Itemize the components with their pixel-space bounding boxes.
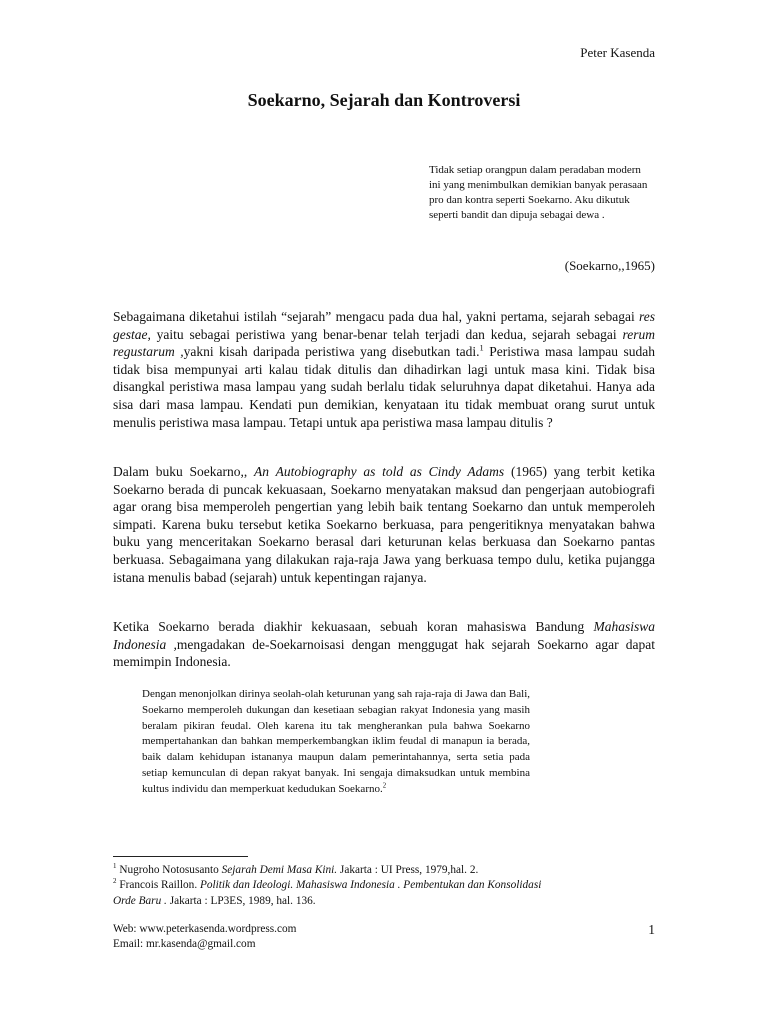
newspaper-title: Mahasiswa Indonesia ,	[113, 619, 655, 652]
paragraph-text: Sebagaimana diketahui istilah “sejarah” mengacu pada dua hal, yakni pertama, sejarah sebagai	[113, 309, 639, 324]
paragraph-text: (1965) yang terbit ketika Soekarno berada di puncak kekuasaan, Soekarno menyatakan maksud dan pengerjaan autobiografi agar orang bisa memperoleh pengertian yang lebih baik tentang Soekarno dan untuk memperoleh simpati. Karena buku tersebut ketika Soekarno berkuasa, para pengeritiknya menyatakan bahwa buku yang menceritakan Soekarno berasal dari keturunan kelas berkuasa dan Soekarno pantas berkuasa. Sebagaimana yang dilakukan raja-raja Jawa yang berkuasa tempo dulu, ketika pujangga istana menulis babad (sejarah) untuk kepentingan rajanya.	[113, 464, 655, 585]
paragraph-text: Dalam buku Soekarno,,	[113, 464, 255, 479]
paragraph-text: yakni kisah daripada peristiwa yang disebutkan tadi.	[183, 344, 480, 360]
footnote-text: Jakarta : LP3ES, 1989, hal. 136.	[166, 895, 316, 907]
paragraph-text: mengadakan de-Soekarnoisasi dengan menggugat hak sejarah Soekarno agar dapat memimpin Indonesia.	[113, 636, 655, 670]
footer-email-link[interactable]: Email: mr.kasenda@gmail.com	[113, 938, 256, 950]
epigraph-source: (Soekarno,,1965)	[564, 258, 655, 273]
paragraph-text: Ketika Soekarno berada diakhir kekuasaan, sebuah koran mahasiswa Bandung	[113, 619, 594, 634]
footnote-2	[113, 877, 551, 909]
paragraph-1	[113, 308, 655, 431]
author-name: Peter Kasenda	[580, 45, 655, 60]
page-number: 1	[648, 922, 655, 937]
footnote-title: Sejarah Demi Masa Kini.	[221, 864, 338, 876]
block-quote-text: Dengan menonjolkan dirinya seolah-olah keturunan yang sah raja-raja di Jawa dan Bali, Soekarno memperoleh dukungan dan kesetiaan sebagian rakyat Indonesia yang masih beralam pikiran feudal. Oleh karena itu tak mengherankan pula bahwa Soekarno mempertahankan dan bahkan memperkembangkan iklim feudal di manapun ia berada, baik dalam kehidupan istananya maupun dalam pemerintahannya, serta setia pada setiap kemunculan di depan rakyat banyak. Ini sengaja dimaksudkan untuk membina kultus individu dan memperkuat kedudukan Soekarno.	[142, 688, 530, 795]
footnote-ref-2[interactable]: 2	[382, 782, 387, 790]
footnote-text: Jakarta : UI Press, 1979,hal. 2.	[337, 864, 479, 876]
italic-term: rerum regustarum ,	[113, 326, 655, 360]
footnote-text: Francois Raillon.	[116, 879, 200, 891]
block-quote	[142, 687, 530, 798]
footnote-ref-1[interactable]: 1	[479, 343, 484, 353]
paragraph-2	[113, 463, 655, 586]
footnote-1	[113, 862, 551, 878]
paragraph-text: Peristiwa masa lampau sudah tidak bisa mempunyai arti kalau tidak ditulis dan dihadirkan lagi untuk masa kini. Tidak bisa disangkal peristiwa masa lampau yang sudah berlalu tidak seluruhnya dapat diketahui. Hanya ada sisa dari masa lampau. Kendati pun demikian, kenyataan itu tidak membuat orang surut untuk menulis peristiwa masa lampau. Tetapi untuk apa peristiwa masa lampau ditulis ?	[113, 344, 656, 430]
footnote-mark: 1	[113, 862, 117, 871]
epigraph-quote: Tidak setiap orangpun dalam peradaban modern ini yang menimbulkan demikian banyak perasaan pro dan kontra seperti Soekarno. Aku dikutuk seperti bandit dan dipuja sebagai dewa .	[429, 164, 648, 221]
footnote-title: Politik dan Ideologi. Mahasiswa Indonesia . Pembentukan dan Konsolidasi Orde Baru .	[113, 879, 542, 907]
footnote-mark: 2	[113, 877, 117, 886]
footer-web-link[interactable]: Web: www.peterkasenda.wordpress.com	[113, 923, 297, 935]
document-title: Soekarno, Sejarah dan Kontroversi	[247, 90, 521, 110]
book-title: An Autobiography as told as Cindy Adams	[254, 464, 505, 479]
paragraph-3	[113, 618, 655, 671]
paragraph-text: yaitu sebagai peristiwa yang benar-benar telah terjadi dan kedua, sejarah sebagai	[150, 326, 623, 342]
footnote-text: Nugroho Notosusanto	[116, 864, 222, 876]
italic-term: res gestae,	[113, 309, 655, 342]
footnote-divider	[113, 856, 248, 857]
